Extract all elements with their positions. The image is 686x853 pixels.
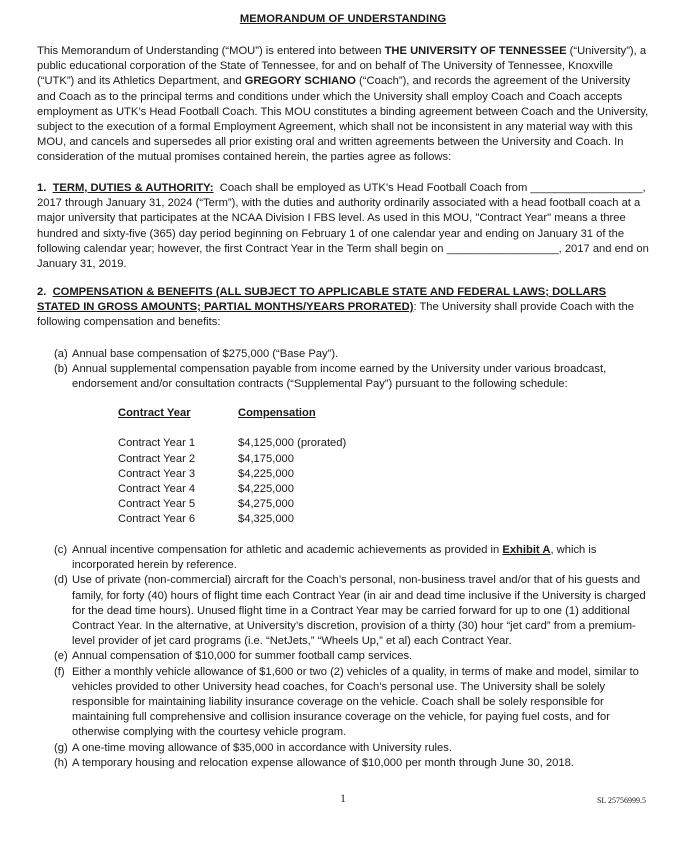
section-1-heading: TERM, DUTIES & AUTHORITY: [52,182,214,194]
schedule-amount: $4,275,000 [238,498,294,511]
schedule-amount: $4,325,000 [238,513,294,526]
page-number: 1 [340,793,346,805]
item-f [54,665,654,741]
item-a [54,347,654,362]
intro-text-3: (“Coach”), and records the agreement of the University and Coach as to the principal terms and conditions under which the University shall employ Coach and Coach accepts employment as UTK’s Head Football Coach. This MOU constitutes a binding agreement between Coach and the University, subject to the execution of a formal Employment Agreement, which shall not be inconsistent in any material way with this MOU, and cancels and supersedes all prior existing oral and written agreements between the University and Coach. In consideration of the mutual promises contained herein, the parties agree as follows: [37,75,649,164]
item-e-text: Annual compensation of $10,000 for summer football camp services. [72,650,413,663]
section-2 [37,285,649,331]
section-2-heading: COMPENSATION & BENEFITS (ALL SUBJECT TO APPLICABLE STATE AND FEDERAL LAWS; DOLLARS STATED IN GROSS AMOUNTS; PARTIAL MONTHS/YEARS PRORATED) [37,286,607,314]
item-d-text: Use of private (non-commercial) aircraft for the Coach’s personal, non-business travel and/or that of his guests and family, for forty (40) hours of flight time each Contract Year (in air and dead time inclusive if the University is charged for the dead time hours). Unused flight time in a Contract Year may be carried forward for up to one (1) additional Contract Year. In the alternative, at University’s discretion, provision of a thirty (30) hour “jet card” from a premium-level provider of jet card programs (i.e. “NetJets,” “Wheels Up,” et al) each Contract Year. [72,574,646,648]
schedule-amount: $4,225,000 [238,483,294,495]
item-e-marker: (e) [54,650,68,663]
item-g [54,741,654,756]
item-e [54,649,654,664]
intro-paragraph [37,44,649,166]
schedule-amount: $4,225,000 [238,467,294,480]
schedule-row [118,482,346,497]
schedule-year: Contract Year 5 [118,498,196,511]
item-f-marker: (f) [54,665,65,678]
intro-text-2: (“University”), a public educational corporation of the State of Tennessee, for and on behalf of The University of Tennessee, Knoxville (“UTK”) and its Athletics Department, and [37,45,647,88]
schedule-year: Contract Year 4 [118,483,196,495]
schedule-year: Contract Year 2 [118,452,196,465]
item-b [54,362,654,392]
section-1-number: 1. [37,182,47,194]
item-b-marker: (b) [54,363,68,376]
item-a-marker: (a) [54,348,68,360]
section-1 [37,181,649,272]
schedule-year: Contract Year 6 [118,513,196,526]
party-university: THE UNIVERSITY OF TENNESSEE [384,45,567,57]
item-g-text: A one-time moving allowance of $35,000 in accordance with University rules. [72,741,452,754]
section-1-body: Coach shall be employed as UTK’s Head Football Coach from __________________, 2017 through January 31, 2024 (“Term”), with the duties and authority ordinarily associated with a head football coach at a major university that participates at the NCAA Division I FBS level. As used in this MOU, "Contract Year" means a three hundred and sixty-five (365) day period beginning on February 1 of one calendar year and ending on January 31 of the following calendar year; however, the first Contract Year in the Term shall begin on __________________, 2017 and end on January 31, 2019. [37,182,649,271]
item-c-marker: (c) [54,544,68,556]
item-d [54,573,654,649]
schedule-row [118,497,346,512]
item-c-text-2: , which is incorporated herein by reference. [72,544,597,572]
item-c [54,543,654,573]
item-d-marker: (d) [54,574,68,587]
document-title: MEMORANDUM OF UNDERSTANDING [239,13,447,25]
item-b-text: Annual supplemental compensation payable from income earned by the University under various broadcast, endorsement and/or consultation contracts (“Supplemental Pay”) pursuant to the following schedule: [72,363,607,391]
schedule-row [118,452,346,467]
section-2-body: : The University shall provide Coach with the following compensation and benefits: [37,301,634,329]
item-g-marker: (g) [54,741,68,754]
section-2-number: 2. [37,286,47,298]
schedule-row [118,467,346,482]
items-c-h [54,543,654,771]
item-h-text: A temporary housing and relocation expense allowance of $10,000 per month through June 30, 2018. [72,756,574,769]
compensation-schedule [118,406,346,528]
schedule-year: Contract Year 1 [118,437,196,450]
schedule-amount: $4,175,000 [238,452,294,465]
item-h-marker: (h) [54,756,68,769]
schedule-amount: $4,125,000 (prorated) [238,437,347,450]
exhibit-a-reference: Exhibit A [502,544,551,556]
items-a-b [54,347,654,393]
schedule-year: Contract Year 3 [118,467,196,480]
item-a-text: Annual base compensation of $275,000 (“Base Pay”). [72,348,339,360]
intro-text-1: This Memorandum of Understanding (“MOU”) is entered into between [37,45,385,57]
schedule-header-year: Contract Year [118,407,191,419]
schedule-row [118,436,346,451]
document-id: SL 25756999.5 [596,796,646,805]
schedule-header-compensation: Compensation [238,407,316,419]
schedule-row [118,512,346,527]
party-coach: GREGORY SCHIANO [244,75,356,88]
item-c-text-1: Annual incentive compensation for athletic and academic achievements as provided in [72,544,503,556]
item-h [54,756,654,771]
schedule-header-row [118,406,346,421]
item-f-text: Either a monthly vehicle allowance of $1,600 or two (2) vehicles of a quality, in terms of make and model, similar to vehicles provided to other University head coaches, for Coach’s personal use. The University shall be solely responsible for maintaining liability insurance coverage on the vehicle. Coach shall be solely responsible for maintaining full comprehensive and collision insurance coverage on the vehicle, for paying fuel costs, and for otherwise complying with the courtesy vehicle program. [72,665,639,739]
